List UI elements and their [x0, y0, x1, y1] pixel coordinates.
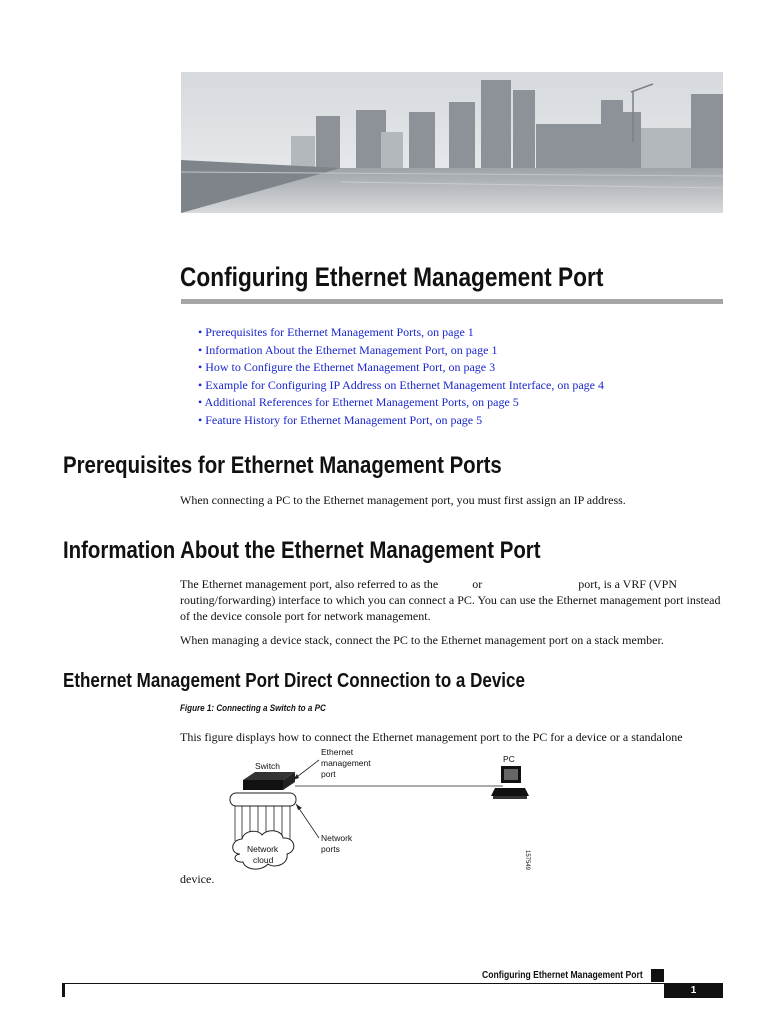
prereq-paragraph: When connecting a PC to the Ethernet management port, you must first assign an IP address.	[180, 493, 626, 507]
net-ports-label-1: Network	[321, 833, 353, 843]
net-ports-label-2: ports	[321, 844, 340, 854]
toc-link-additional-references[interactable]: • Additional References for Ethernet Management Ports, on page 5	[198, 395, 519, 410]
info-text-c: port, is a VRF (VPN	[578, 577, 678, 591]
prereq-heading: Prerequisites for Ethernet Management Ports	[63, 452, 502, 479]
toc-link-how-to-configure[interactable]: • How to Configure the Ethernet Management Port, on page 3	[198, 360, 496, 375]
info-paragraph-line1	[180, 576, 725, 592]
direct-connection-heading: Ethernet Management Port Direct Connection to a Device	[63, 670, 525, 692]
info-paragraph-rest: routing/forwarding) interface to which you can connect a PC. You can use the Ethernet management port instead of the device console port for network management.	[180, 593, 721, 623]
page-title: Configuring Ethernet Management Port	[180, 262, 604, 292]
connection-diagram	[225, 746, 535, 884]
footer-title: Configuring Ethernet Management Port	[482, 969, 643, 981]
mgmt-label-2: management	[321, 758, 371, 768]
cloud-label-2: cloud	[253, 855, 274, 865]
toc-list	[198, 324, 604, 430]
pc-icon	[491, 766, 529, 799]
direct-paragraph-end: device.	[180, 872, 215, 886]
toc-link-information[interactable]: • Information About the Ethernet Management Port, on page 1	[198, 342, 498, 357]
info-text-a: The Ethernet management port, also referred to as the	[180, 577, 439, 591]
mgmt-label-3: port	[321, 769, 336, 779]
figure-id: 157549	[524, 850, 530, 871]
info-paragraph-2: When managing a device stack, connect the PC to the Ethernet management port on a stack member.	[180, 633, 664, 647]
footer-divider	[62, 983, 723, 984]
switch-label: Switch	[255, 761, 281, 771]
info-text-b: or	[472, 577, 483, 591]
footer-marker	[651, 969, 664, 982]
title-divider	[181, 299, 723, 304]
page-number: 1	[664, 983, 723, 998]
switch-icon	[243, 772, 295, 790]
mgmt-label-1: Ethernet	[321, 747, 354, 757]
toc-link-example[interactable]: • Example for Configuring IP Address on Ethernet Management Interface, on page 4	[198, 377, 604, 392]
info-heading: Information About the Ethernet Management Port	[63, 537, 541, 564]
banner-image	[181, 72, 723, 213]
direct-paragraph: This figure displays how to connect the Ethernet management port to the PC for a device or a standalone	[180, 730, 683, 744]
toc-link-feature-history[interactable]: • Feature History for Ethernet Management Port, on page 5	[198, 412, 483, 427]
figure-caption: Figure 1: Connecting a Switch to a PC	[180, 703, 326, 714]
pc-label: PC	[503, 754, 515, 764]
footer-left-tick	[62, 983, 65, 997]
cloud-label-1: Network	[247, 844, 279, 854]
toc-link-prerequisites[interactable]: • Prerequisites for Ethernet Management Ports, on page 1	[198, 325, 474, 339]
